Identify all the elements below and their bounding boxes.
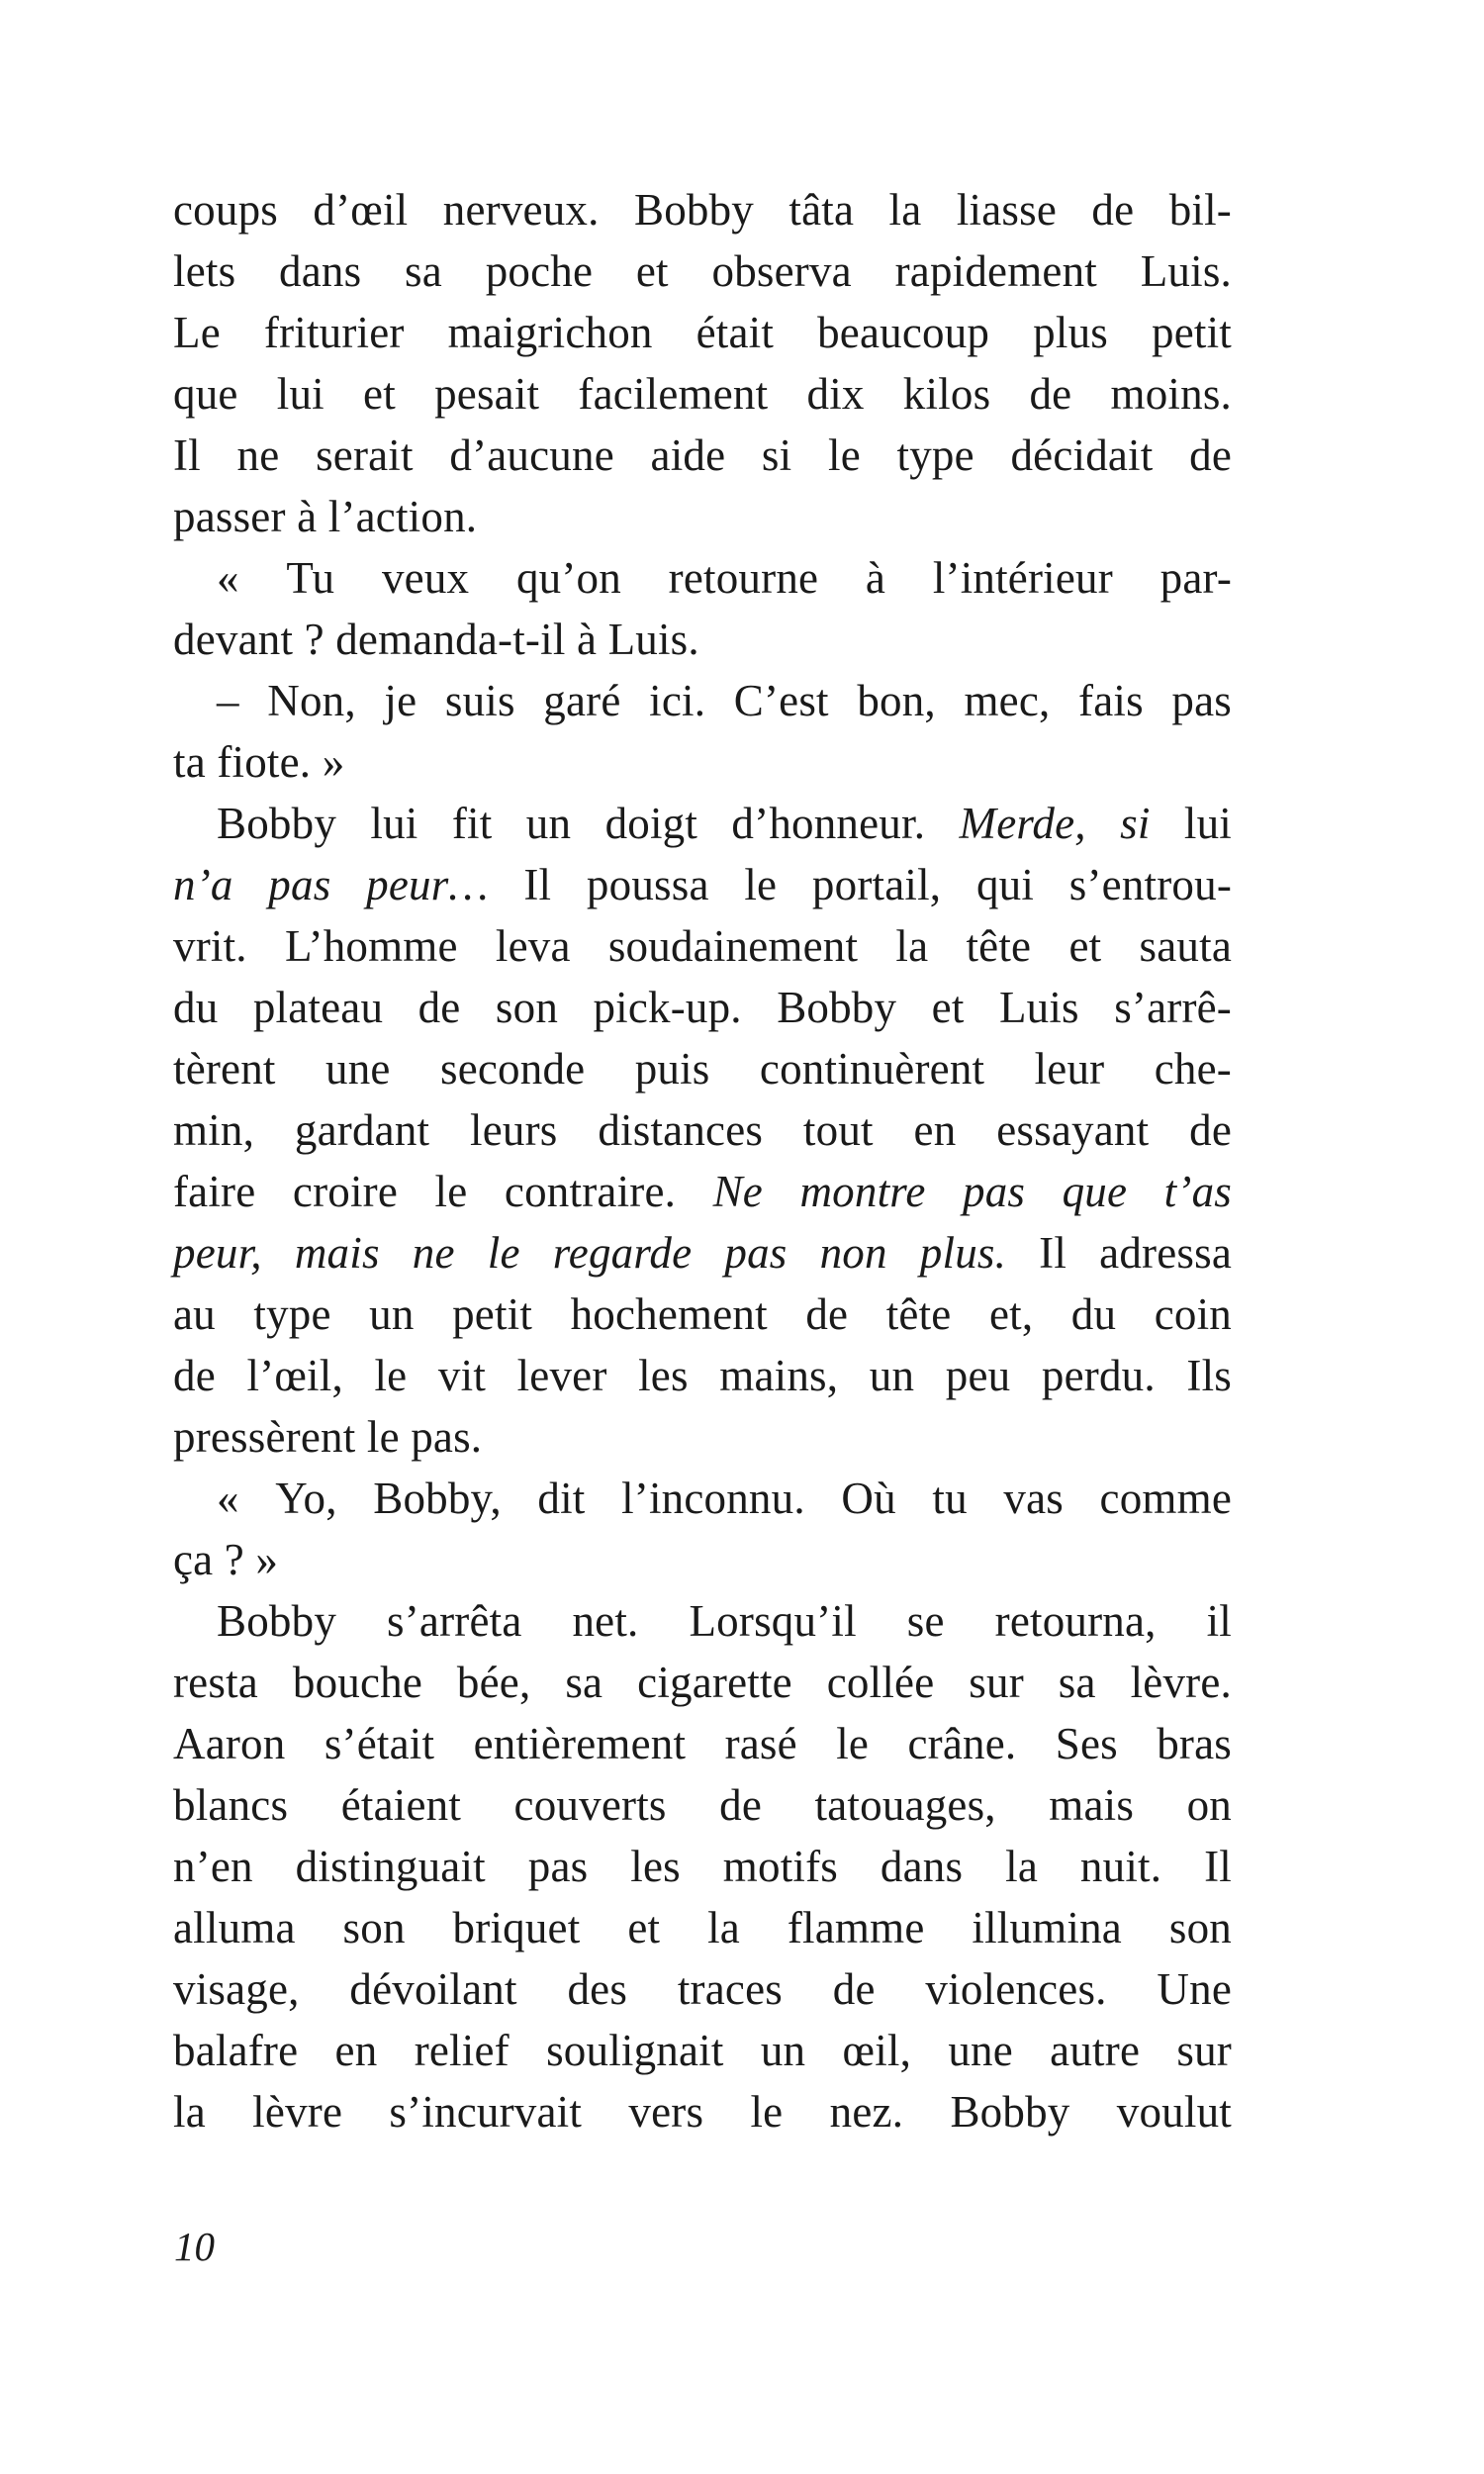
text-line [173,302,1232,363]
text-segment: Bobby s’arrêta net. Lorsqu’il se retourna, il [217,1596,1232,1646]
text-line [173,1222,1232,1284]
text-segment: faire croire le contraire. [173,1167,713,1216]
text-line [173,1468,1232,1529]
text-line [173,1284,1232,1345]
text-segment: ça ? » [173,1535,279,1584]
text-segment: tèrent une seconde puis continuèrent leur che- [173,1044,1232,1094]
text-line [173,1099,1232,1161]
text-segment: alluma son briquet et la flamme illumina son [173,1903,1232,1952]
text-segment: devant ? demanda-t-il à Luis. [173,615,699,664]
text-line [173,363,1232,425]
text-line [173,793,1232,854]
text-line [173,240,1232,302]
text-segment: lui [1150,799,1233,848]
text-segment: coups d’œil nerveux. Bobby tâta la liasse de bil- [173,185,1232,235]
text-segment: blancs étaient couverts de tatouages, mais on [173,1780,1232,1830]
text-segment: n’en distinguait pas les motifs dans la nuit. Il [173,1842,1232,1891]
text-segment: min, gardant leurs distances tout en essayant de [173,1105,1232,1155]
text-segment: Il ne serait d’aucune aide si le type décidait de [173,430,1232,480]
text-line [173,179,1232,240]
text-segment: balafre en relief soulignait un œil, une autre sur [173,2026,1232,2075]
text-line [173,609,1232,670]
italic-text-segment: Merde, si [959,799,1151,848]
text-line [173,1713,1232,1774]
text-segment: lets dans sa poche et observa rapidement Luis. [173,246,1232,296]
text-line [173,915,1232,977]
text-line [173,547,1232,609]
text-segment: « Yo, Bobby, dit l’inconnu. Où tu vas comme [217,1474,1232,1523]
italic-text-segment: n’a pas peur… [173,860,524,909]
text-segment: au type un petit hochement de tête et, du coin [173,1289,1232,1339]
text-segment: Bobby lui fit un doigt d’honneur. [217,799,960,848]
text-line [173,977,1232,1038]
text-line [173,1345,1232,1406]
text-line [173,1652,1232,1713]
page-number: 10 [174,2224,215,2269]
text-segment: Il adressa [1006,1228,1232,1278]
text-line [173,1161,1232,1222]
text-segment: vrit. L’homme leva soudainement la tête et sauta [173,921,1232,971]
text-segment: – Non, je suis garé ici. C’est bon, mec, fais pas [217,676,1232,725]
text-line [173,1836,1232,1897]
text-line [173,1958,1232,2020]
text-segment: Le friturier maigrichon était beaucoup plus petit [173,308,1232,357]
text-line [173,1897,1232,1958]
italic-text-segment: Ne montre pas que t’as [712,1167,1232,1216]
text-segment: Il poussa le portail, qui s’entrou- [523,860,1232,909]
text-line [173,854,1232,915]
text-segment: ta fiote. » [173,737,345,787]
text-line [173,1406,1232,1468]
text-block [173,179,1232,2142]
text-segment: resta bouche bée, sa cigarette collée sur sa lèvre. [173,1658,1232,1707]
text-line [173,1590,1232,1652]
text-line [173,2020,1232,2081]
text-segment: « Tu veux qu’on retourne à l’intérieur par- [217,553,1232,603]
italic-text-segment: peur, mais ne le regarde pas non plus. [173,1228,1007,1278]
text-segment: la lèvre s’incurvait vers le nez. Bobby voulut [173,2087,1232,2137]
text-line [173,425,1232,486]
text-segment: Aaron s’était entièrement rasé le crâne. Ses bras [173,1719,1232,1768]
text-line [173,2081,1232,2142]
text-segment: que lui et pesait facilement dix kilos de moins. [173,369,1232,419]
text-line [173,486,1232,547]
text-line [173,1774,1232,1836]
text-segment: du plateau de son pick-up. Bobby et Luis s’arrê- [173,983,1232,1032]
text-line [173,1038,1232,1099]
text-line [173,731,1232,793]
text-segment: pressèrent le pas. [173,1412,483,1462]
text-segment: de l’œil, le vit lever les mains, un peu perdu. Ils [173,1351,1232,1400]
text-line [173,1529,1232,1590]
text-line [173,670,1232,731]
text-segment: visage, dévoilant des traces de violences. Une [173,1964,1232,2014]
text-segment: passer à l’action. [173,492,478,541]
